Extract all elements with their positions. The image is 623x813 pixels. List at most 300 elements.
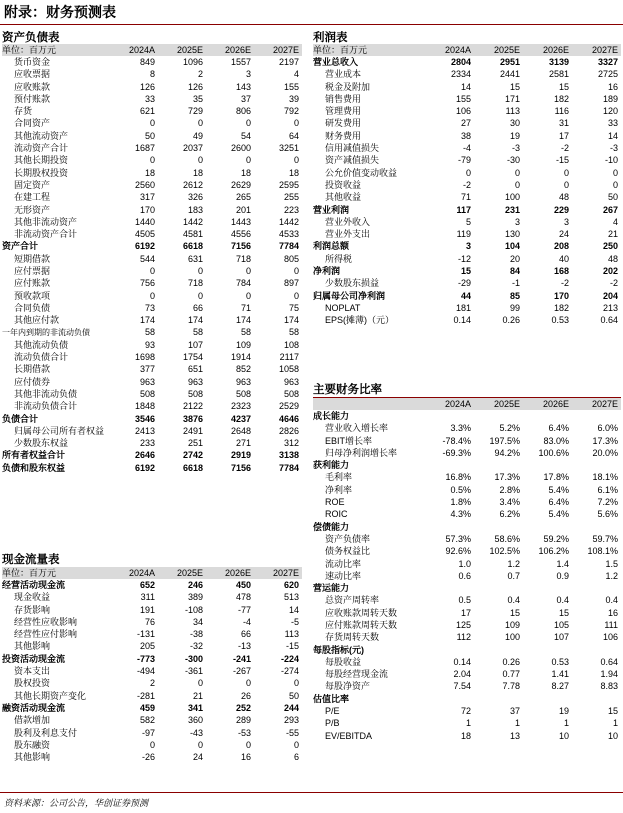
row-label: 应付票据: [14, 265, 51, 276]
value-cell: 1848: [134, 401, 155, 412]
value-cell: 3138: [278, 450, 299, 461]
row-label: EV/EBITDA: [325, 730, 373, 741]
value-cell: 120: [602, 106, 618, 117]
value-cell: 48: [607, 253, 618, 264]
table-row: [2, 167, 302, 179]
table-row: [313, 644, 621, 656]
value-cell: 3.4%: [499, 497, 520, 508]
value-cell: 34: [192, 616, 203, 627]
value-cell: 0: [245, 678, 251, 689]
value-cell: 0.9: [556, 570, 569, 581]
value-cell: 2612: [182, 179, 203, 190]
value-cell: 4581: [182, 229, 203, 240]
value-cell: 6192: [134, 462, 155, 473]
value-cell: 16: [607, 81, 618, 92]
table-row: [2, 376, 302, 388]
value-cell: 0.5: [458, 595, 471, 606]
row-label: 利润总额: [313, 241, 350, 252]
value-cell: 1557: [230, 56, 251, 67]
value-cell: 718: [235, 253, 251, 264]
value-cell: -281: [136, 690, 155, 701]
value-cell: 849: [139, 56, 155, 67]
value-cell: -2: [609, 278, 618, 289]
value-cell: [523, 644, 572, 656]
table-header-row: [2, 567, 302, 579]
value-cell: 326: [187, 192, 203, 203]
row-label: 营运能力: [313, 583, 350, 594]
row-label: 公允价值变动收益: [325, 167, 398, 178]
value-cell: [474, 644, 523, 656]
value-cell: 24: [192, 752, 203, 763]
value-cell: 17: [460, 607, 471, 618]
value-cell: 75: [288, 302, 299, 313]
value-cell: 76: [144, 616, 155, 627]
value-cell: 170: [139, 204, 155, 215]
value-cell: 4505: [134, 229, 155, 240]
value-cell: 0: [514, 179, 520, 190]
table-row: [313, 81, 621, 93]
value-cell: 33: [607, 118, 618, 129]
value-cell: 0.6: [458, 570, 471, 581]
value-cell: 100: [504, 632, 520, 643]
header-year-cell: 2027E: [254, 567, 302, 579]
value-cell: 341: [187, 702, 203, 713]
row-label: 资产合计: [2, 241, 39, 252]
row-label: 现金收益: [14, 592, 51, 603]
value-cell: 174: [187, 315, 203, 326]
value-cell: 4.3%: [450, 509, 471, 520]
row-label: 营业总收入: [313, 56, 359, 67]
value-cell: -29: [457, 278, 471, 289]
value-cell: 1914: [230, 352, 251, 363]
value-cell: [425, 459, 474, 471]
value-cell: 1: [465, 718, 471, 729]
value-cell: 19: [558, 706, 569, 717]
value-cell: 244: [283, 702, 299, 713]
value-cell: 174: [139, 315, 155, 326]
value-cell: 3139: [548, 56, 569, 67]
value-cell: 2413: [134, 425, 155, 436]
row-label: 资产减值损失: [325, 155, 380, 166]
value-cell: 112: [456, 632, 471, 643]
value-cell: 18.1%: [592, 472, 618, 483]
row-label: 负债合计: [2, 413, 39, 424]
row-label: 非流动资产合计: [14, 229, 78, 240]
value-cell: 119: [456, 229, 471, 240]
ratios-heading: 主要财务比率: [313, 381, 621, 398]
table-row: [313, 410, 621, 422]
row-label: 其他流动负债: [14, 339, 69, 350]
value-cell: 0: [293, 739, 299, 750]
row-label: EBIT增长率: [325, 435, 373, 446]
value-cell: [474, 521, 523, 533]
table-row: [2, 265, 302, 277]
header-unit-cell: 单位：百万元: [313, 44, 425, 56]
table-row: [313, 459, 621, 471]
value-cell: 377: [139, 364, 155, 375]
row-label: 少数股东权益: [14, 438, 69, 449]
value-cell: 265: [235, 192, 251, 203]
value-cell: 17.3%: [494, 472, 520, 483]
value-cell: 18: [144, 167, 155, 178]
header-unit-cell: 单位：百万元: [2, 44, 110, 56]
table-row: [313, 435, 621, 447]
value-cell: 0: [514, 167, 520, 178]
row-label: NOPLAT: [325, 302, 361, 313]
value-cell: 2323: [230, 401, 251, 412]
value-cell: -108: [184, 604, 203, 615]
value-cell: -773: [136, 653, 155, 664]
value-cell: 1442: [278, 216, 299, 227]
row-label: 其他长期投资: [14, 155, 69, 166]
value-cell: 0: [245, 118, 251, 129]
row-label: 归属母公司净利润: [313, 290, 386, 301]
value-cell: 17.8%: [543, 472, 569, 483]
value-cell: 202: [602, 265, 618, 276]
row-label: 应收账款: [14, 81, 51, 92]
value-cell: 0.14: [453, 656, 471, 667]
value-cell: 6618: [182, 462, 203, 473]
row-label: 流动负债合计: [14, 352, 69, 363]
value-cell: 582: [139, 715, 155, 726]
value-cell: 729: [187, 106, 203, 117]
value-cell: 5.4%: [548, 509, 569, 520]
table-row: [2, 702, 302, 714]
table-row: [313, 192, 621, 204]
value-cell: 40: [558, 253, 569, 264]
value-cell: 0.64: [600, 656, 618, 667]
table-row: [2, 739, 302, 751]
table-row: [2, 653, 302, 665]
value-cell: 57.3%: [445, 533, 471, 544]
row-label: 其他流动资产: [14, 130, 69, 141]
balance-heading: 资产负债表: [2, 29, 302, 46]
table-row: [313, 472, 621, 484]
table-row: [2, 641, 302, 653]
value-cell: 478: [235, 592, 251, 603]
value-cell: 37: [240, 93, 251, 104]
value-cell: 58: [288, 327, 299, 338]
value-cell: -494: [136, 666, 155, 677]
value-cell: 106.2%: [538, 546, 569, 557]
value-cell: 10: [607, 730, 618, 741]
value-cell: -3: [511, 143, 520, 154]
value-cell: 104: [504, 241, 520, 252]
table-row: [313, 632, 621, 644]
value-cell: 71: [460, 192, 471, 203]
value-cell: -241: [232, 653, 251, 664]
income-heading: 利润表: [313, 29, 621, 46]
source-note: 资料来源：公司公告，华创证券预测: [4, 799, 149, 809]
table-row: [2, 192, 302, 204]
row-label: 存货影响: [14, 604, 51, 615]
value-cell: 7.54: [453, 681, 471, 692]
value-cell: 15: [509, 81, 520, 92]
row-label: 股利及利息支付: [14, 727, 78, 738]
value-cell: 183: [187, 204, 203, 215]
value-cell: 897: [283, 278, 299, 289]
value-cell: 0: [563, 179, 569, 190]
value-cell: 7784: [278, 241, 299, 252]
row-label: 资产负债率: [325, 533, 371, 544]
value-cell: [425, 410, 474, 422]
table-row: [2, 228, 302, 240]
table-row: [2, 604, 302, 616]
value-cell: 450: [235, 579, 251, 590]
value-cell: -2: [560, 143, 569, 154]
value-cell: 94.2%: [494, 447, 520, 458]
value-cell: 189: [602, 93, 618, 104]
value-cell: -38: [189, 629, 203, 640]
row-label: 研发费用: [325, 118, 362, 129]
value-cell: [474, 582, 523, 594]
value-cell: 1.41: [551, 669, 569, 680]
value-cell: 756: [139, 278, 155, 289]
table-header-row: [313, 44, 621, 56]
value-cell: 6.4%: [548, 497, 569, 508]
table-row: [2, 118, 302, 130]
table-row: [313, 216, 621, 228]
value-cell: 2441: [499, 69, 520, 80]
value-cell: 58: [144, 327, 155, 338]
value-cell: 59.2%: [543, 533, 569, 544]
header-unit-cell: [313, 398, 425, 410]
value-cell: 6618: [182, 241, 203, 252]
value-cell: 49: [192, 130, 203, 141]
value-cell: 1442: [182, 216, 203, 227]
value-cell: 37: [509, 706, 520, 717]
value-cell: 2919: [230, 450, 251, 461]
value-cell: 0: [197, 739, 203, 750]
value-cell: 1096: [182, 56, 203, 67]
value-cell: 3251: [278, 143, 299, 154]
value-cell: 58: [192, 327, 203, 338]
table-row: [313, 509, 621, 521]
value-cell: 6: [293, 752, 299, 763]
value-cell: 108.1%: [587, 546, 618, 557]
value-cell: 3876: [182, 413, 203, 424]
table-row: [313, 533, 621, 545]
row-label: 应收账款周转天数: [325, 607, 398, 618]
value-cell: 0: [197, 678, 203, 689]
value-cell: 2: [197, 69, 203, 80]
value-cell: [572, 693, 621, 705]
table-row: [2, 105, 302, 117]
row-label: 无形资产: [14, 204, 51, 215]
value-cell: 66: [240, 629, 251, 640]
value-cell: -43: [189, 727, 203, 738]
value-cell: 20.0%: [592, 447, 618, 458]
table-row: [313, 595, 621, 607]
value-cell: 100: [504, 192, 520, 203]
value-cell: [572, 582, 621, 594]
row-label: 营业外收入: [325, 216, 371, 227]
row-label: 归母净利润增长率: [325, 447, 398, 458]
header-unit-cell: 单位：百万元: [2, 567, 110, 579]
row-label: P/E: [325, 706, 340, 717]
table-row: [2, 628, 302, 640]
value-cell: 0: [245, 265, 251, 276]
value-cell: 1440: [134, 216, 155, 227]
value-cell: 0: [293, 678, 299, 689]
value-cell: 792: [283, 106, 299, 117]
row-label: 管理费用: [325, 106, 362, 117]
value-cell: -78.4%: [442, 435, 471, 446]
table-row: [313, 290, 621, 302]
value-cell: 15: [558, 607, 569, 618]
value-cell: 21: [192, 690, 203, 701]
table-row: [313, 496, 621, 508]
value-cell: 2725: [597, 69, 618, 80]
table-row: [313, 105, 621, 117]
value-cell: 6.1%: [597, 484, 618, 495]
value-cell: 271: [235, 438, 251, 449]
value-cell: 852: [235, 364, 251, 375]
value-cell: 0.4: [605, 595, 618, 606]
value-cell: -53: [237, 727, 251, 738]
value-cell: 251: [187, 438, 203, 449]
value-cell: 48: [558, 192, 569, 203]
value-cell: 2742: [182, 450, 203, 461]
value-cell: 0: [149, 265, 155, 276]
value-cell: 24: [558, 229, 569, 240]
row-label: 其他非流动资产: [14, 216, 78, 227]
value-cell: 4646: [278, 413, 299, 424]
value-cell: 130: [504, 229, 520, 240]
table-row: [313, 484, 621, 496]
value-cell: 181: [455, 302, 471, 313]
value-cell: 15: [558, 81, 569, 92]
row-label: 经营性应付影响: [14, 629, 78, 640]
value-cell: 620: [283, 579, 299, 590]
value-cell: 205: [139, 641, 155, 652]
value-cell: 31: [558, 118, 569, 129]
value-cell: 16.8%: [445, 472, 471, 483]
value-cell: 14: [460, 81, 471, 92]
value-cell: 1: [514, 718, 520, 729]
value-cell: 35: [192, 93, 203, 104]
table-row: [313, 546, 621, 558]
value-cell: 7.78: [502, 681, 520, 692]
value-cell: [523, 521, 572, 533]
table-row: [2, 290, 302, 302]
table-row: [2, 592, 302, 604]
value-cell: 5.2%: [499, 423, 520, 434]
table-row: [2, 56, 302, 68]
value-cell: 459: [139, 702, 155, 713]
row-label: 每股净资产: [325, 681, 371, 692]
table-row: [2, 339, 302, 351]
header-year-cell: 2027E: [254, 44, 302, 56]
value-cell: 155: [283, 81, 299, 92]
title-rule: [0, 24, 623, 25]
value-cell: 4556: [230, 229, 251, 240]
value-cell: 107: [187, 339, 203, 350]
table-row: [313, 315, 621, 327]
table-row: [313, 265, 621, 277]
table-row: [2, 327, 302, 339]
row-label: 净利率: [325, 484, 353, 495]
row-label: 短期借款: [14, 253, 51, 264]
value-cell: 805: [283, 253, 299, 264]
value-cell: [474, 693, 523, 705]
value-cell: 1698: [134, 352, 155, 363]
value-cell: 7.2%: [597, 497, 618, 508]
value-cell: 204: [602, 290, 618, 301]
value-cell: -4: [242, 616, 251, 627]
value-cell: 0: [149, 739, 155, 750]
table-row: [313, 93, 621, 105]
value-cell: 2529: [278, 401, 299, 412]
table-row: [2, 81, 302, 93]
value-cell: 27: [460, 118, 471, 129]
value-cell: 21: [607, 229, 618, 240]
value-cell: [523, 693, 572, 705]
value-cell: -3: [609, 143, 618, 154]
table-row: [313, 56, 621, 68]
value-cell: -300: [184, 653, 203, 664]
row-label: 应付账款: [14, 278, 51, 289]
header-year-cell: 2024A: [110, 567, 158, 579]
value-cell: 0.53: [551, 315, 569, 326]
value-cell: 2122: [182, 401, 203, 412]
header-year-cell: 2025E: [474, 398, 523, 410]
value-cell: 784: [235, 278, 251, 289]
value-cell: 208: [553, 241, 569, 252]
table-row: [2, 315, 302, 327]
row-label: 其他影响: [14, 752, 51, 763]
value-cell: -10: [604, 155, 618, 166]
row-label: 在建工程: [14, 192, 51, 203]
value-cell: 6.4%: [548, 423, 569, 434]
row-label: 应付债券: [14, 376, 51, 387]
value-cell: 0: [197, 118, 203, 129]
value-cell: -13: [237, 641, 251, 652]
row-label: 非流动负债合计: [14, 401, 78, 412]
value-cell: 19: [509, 130, 520, 141]
value-cell: 15: [460, 265, 471, 276]
value-cell: 8.27: [551, 681, 569, 692]
value-cell: 0: [197, 155, 203, 166]
value-cell: 3: [563, 216, 569, 227]
value-cell: 508: [139, 388, 155, 399]
row-label: 预收款项: [14, 290, 51, 301]
value-cell: 0: [245, 155, 251, 166]
table-row: [313, 69, 621, 81]
value-cell: 13: [509, 730, 520, 741]
value-cell: 3327: [597, 56, 618, 67]
value-cell: 651: [187, 364, 203, 375]
value-cell: -97: [141, 727, 155, 738]
value-cell: -69.3%: [442, 447, 471, 458]
value-cell: 54: [240, 130, 251, 141]
value-cell: 108: [283, 339, 299, 350]
value-cell: 0: [245, 290, 251, 301]
value-cell: 5.6%: [597, 509, 618, 520]
value-cell: 83.0%: [543, 435, 569, 446]
value-cell: [572, 410, 621, 422]
row-label: ROE: [325, 497, 345, 508]
value-cell: [572, 459, 621, 471]
value-cell: 111: [604, 619, 618, 630]
value-cell: 652: [139, 579, 155, 590]
value-cell: 7784: [278, 462, 299, 473]
value-cell: 6192: [134, 241, 155, 252]
value-cell: 231: [504, 204, 520, 215]
value-cell: 113: [505, 106, 520, 117]
value-cell: 963: [139, 376, 155, 387]
value-cell: -2: [462, 179, 471, 190]
